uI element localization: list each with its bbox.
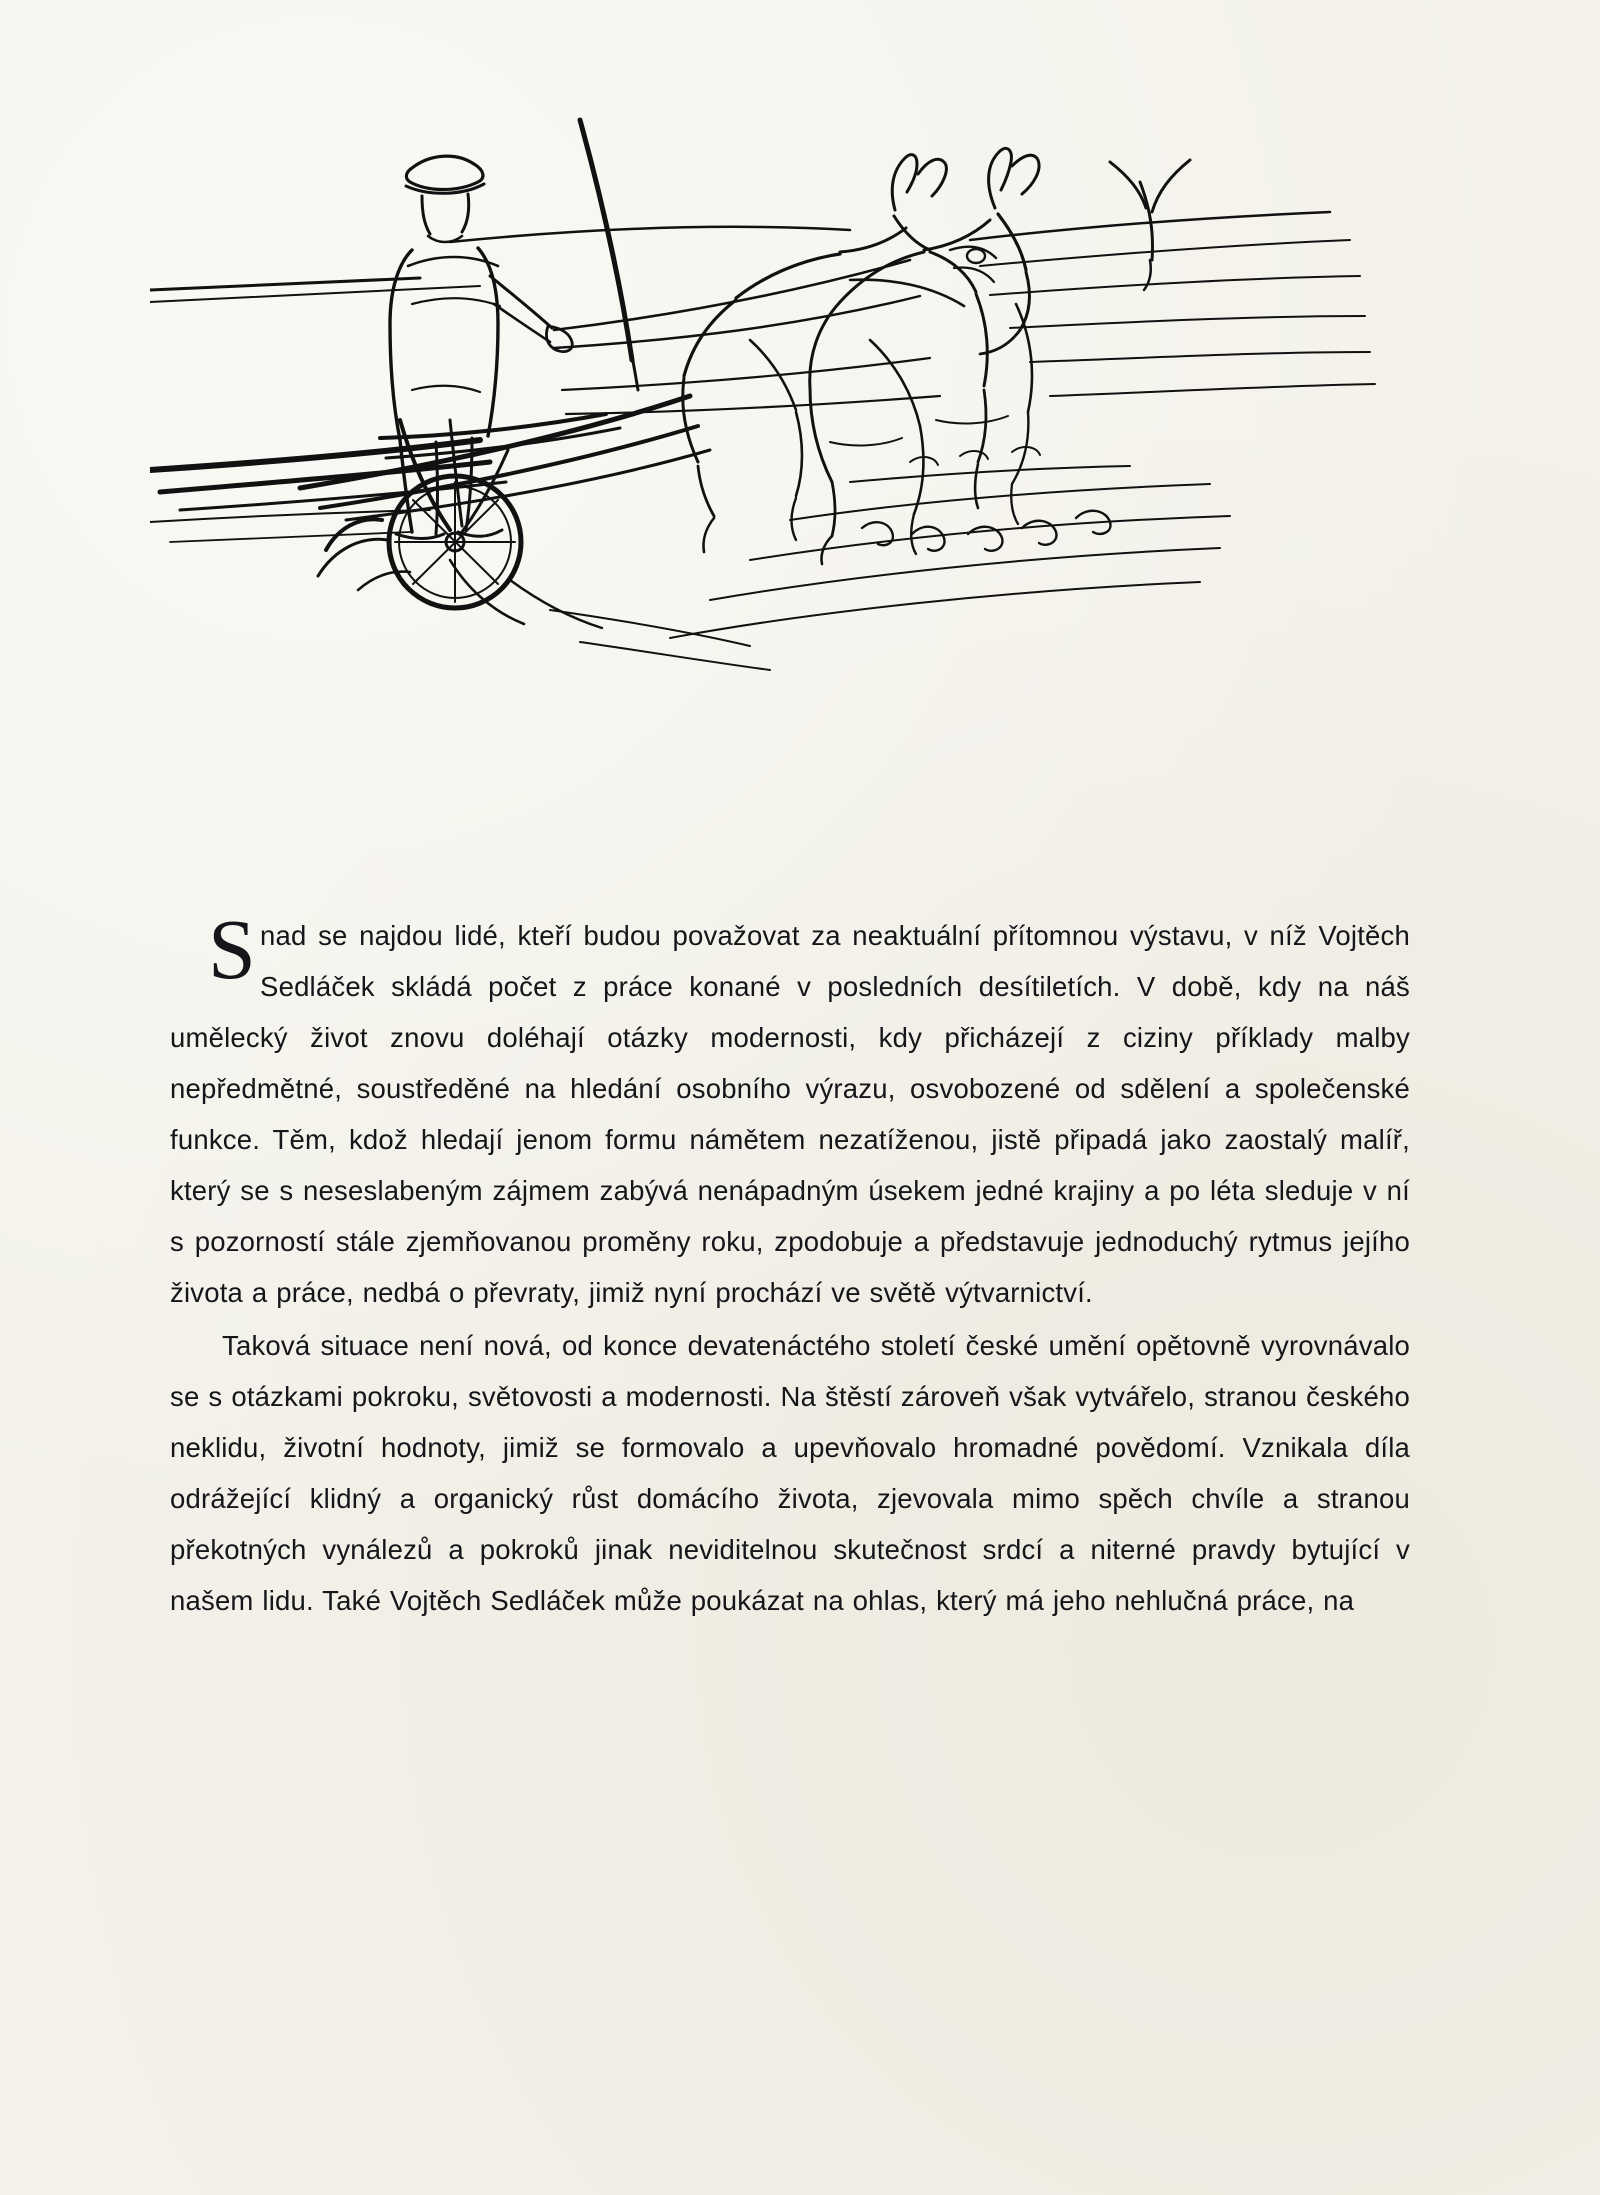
drop-cap: S bbox=[208, 901, 257, 997]
paragraph-second: Taková situace není nová, od konce devatenáctého století české umění opětovně vyrovnávalo se s otázkami pokroku, světovosti a modernosti. Na štěstí zároveň však vytvářelo, stranou českého neklidu, životní hodnoty, jimiž se formovalo a upevňovalo hromadné povědomí. Vznikala díla odrážející klidný a organický růst domácího života, zjevovala mimo spěch chvíle a stranou překotných vynálezů a pokroků jinak neviditelnou skutečnost srdcí a niterné pravdy bytující v našem lidu. Také Vojtěch Sedláček může poukázat na ohlas, který má jeho nehlučná práce, na bbox=[170, 1330, 1410, 1616]
page-content-area bbox=[150, 90, 1440, 2100]
illustration-figure bbox=[150, 90, 1440, 810]
pen-drawing-farmer-with-two-horses-and-plough-icon bbox=[150, 90, 1440, 810]
paragraph-first-text: nad se najdou lidé, kteří budou považovat za neaktuální přítomnou výstavu, v níž Vojtěch Sedláček skládá počet z práce konané v posledních desítiletích. V době, kdy na náš umělecký život znovu doléhají otázky modernosti, kdy přicházejí z ciziny příklady malby nepředmětné, soustředěné na hledání osobního výrazu, osvobozené od sdělení a společenské funkce. Těm, kdož hledají jenom formu námětem nezatíženou, jistě připadá jako zaostalý malíř, který se s neseslabeným zájmem zabývá nenápadným úsekem jedné krajiny a po léta sleduje v ní s pozorností stále zjemňovanou proměny roku, zpodobuje a představuje jednoduchý rytmus jejího života a práce, nedbá o převraty, jimiž nyní prochází ve světě výtvarnictví. bbox=[170, 920, 1410, 1308]
page-body-text bbox=[170, 901, 1410, 1626]
paragraph-first bbox=[170, 901, 1410, 1318]
